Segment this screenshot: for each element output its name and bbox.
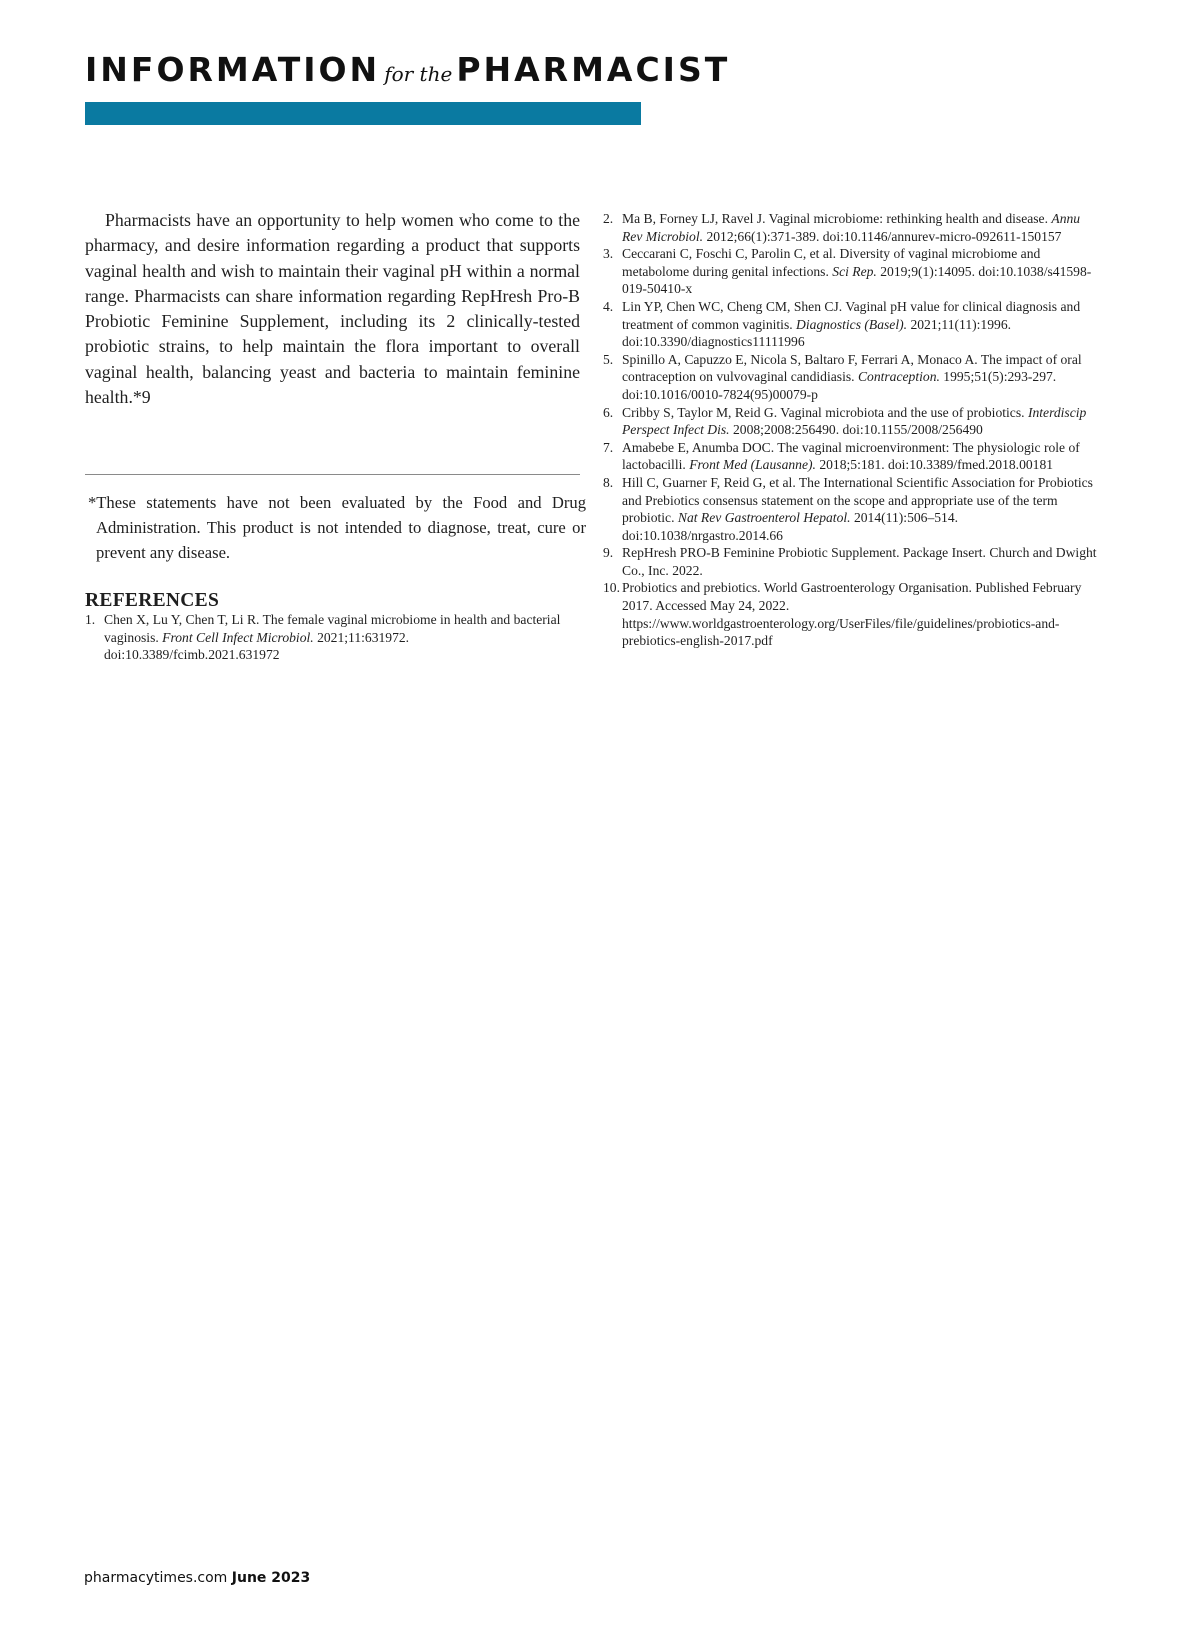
- reference-text: RepHresh PRO-B Feminine Probiotic Supplement. Package Insert. Church and Dwight Co., Inc. 2022.: [622, 545, 1097, 578]
- section-title: [85, 50, 731, 92]
- reference-number: 10.: [603, 580, 620, 596]
- reference-number: 4.: [603, 298, 614, 314]
- reference-details: 2021;11:631972. doi:10.3389/fcimb.2021.631972: [104, 629, 410, 663]
- reference-number: 8.: [603, 474, 614, 490]
- reference-item: [603, 351, 1103, 404]
- reference-details: 2012;66(1):371-389. doi:10.1146/annurev-micro-092611-150157: [703, 228, 1062, 244]
- reference-text: Amabebe E, Anumba DOC. The vaginal microenvironment: The physiologic role of lactobacilli.: [622, 439, 1080, 473]
- reference-item: [603, 474, 1103, 544]
- reference-number: 1.: [85, 612, 96, 627]
- reference-journal: Sci Rep.: [832, 263, 877, 279]
- reference-details: 2014(11):506–514. doi:10.1038/nrgastro.2014.66: [622, 510, 959, 543]
- page-header: [85, 50, 731, 125]
- reference-item: [603, 298, 1103, 351]
- section-title-information: INFORMATION: [85, 50, 381, 89]
- reference-details: 2021;11(11):1996. doi:10.3390/diagnostics11111996: [622, 316, 1012, 350]
- fda-disclaimer: *These statements have not been evaluated by the Food and Drug Administration. This product is not intended to diagnose, treat, cure or prevent any disease.: [88, 493, 586, 562]
- reference-number: 9.: [603, 545, 614, 561]
- intro-paragraph: Pharmacists have an opportunity to help women who come to the pharmacy, and desire information regarding a product that supports vaginal health and wish to maintain their vaginal pH within a normal range. Pharmacists can share information regarding RepHresh Pro-B Probiotic Feminine Supplement, including its 2 clinically-tested probiotic strains, to help maintain the flora important to overall vaginal health, balancing yeast and bacteria to maintain feminine health.*9: [85, 210, 580, 408]
- reference-number: 6.: [603, 404, 614, 420]
- reference-item: [603, 245, 1103, 298]
- reference-number: 7.: [603, 439, 614, 455]
- left-column: [85, 208, 580, 410]
- reference-journal: Front Med (Lausanne).: [689, 457, 816, 473]
- reference-number: 5.: [603, 351, 614, 367]
- reference-text: Lin YP, Chen WC, Cheng CM, Shen CJ. Vaginal pH value for clinical diagnosis and treatment of common vaginitis.: [622, 298, 1081, 332]
- reference-text: Hill C, Guarner F, Reid G, et al. The International Scientific Association for Probiotics and Prebiotics consensus statement on the scope and appropriate use of the term probiotic.: [622, 474, 1093, 526]
- header-accent-bar: [85, 102, 641, 125]
- reference-text: Spinillo A, Capuzzo E, Nicola S, Baltaro F, Ferrari A, Monaco A. The impact of oral contraception on vulvovaginal candidiasis.: [622, 351, 1082, 385]
- reference-text: Ma B, Forney LJ, Ravel J. Vaginal microbiome: rethinking health and disease.: [622, 211, 1052, 226]
- reference-item: [603, 210, 1103, 245]
- reference-item: [603, 544, 1103, 579]
- reference-text: Probiotics and prebiotics. World Gastroenterology Organisation. Published February 2017. Accessed May 24, 2022. https://www.worldgastroenterology.org/UserFiles/file/guidelines/probiotics-and-prebiotics-english-2017.pdf: [622, 580, 1082, 649]
- reference-details: 1995;51(5):293-297. doi:10.1016/0010-7824(95)00079-p: [622, 369, 1057, 402]
- reference-text: Ceccarani C, Foschi C, Parolin C, et al. Diversity of vaginal microbiome and metabolome during genital infections.: [622, 246, 1041, 279]
- section-title-for-the: for the: [384, 62, 453, 86]
- reference-item: [603, 404, 1103, 439]
- reference-details: 2018;5:181. doi:10.3389/fmed.2018.00181: [815, 457, 1054, 473]
- page-footer: [84, 1570, 310, 1586]
- references-heading: REFERENCES: [85, 590, 220, 611]
- reference-number: 3.: [603, 246, 614, 262]
- reference-journal: Annu Rev Microbiol.: [622, 211, 1081, 244]
- reference-journal: Front Cell Infect Microbiol.: [162, 629, 314, 645]
- reference-item: [603, 579, 1103, 649]
- reference-list-left: [85, 611, 565, 664]
- reference-text: Cribby S, Taylor M, Reid G. Vaginal microbiota and the use of probiotics.: [622, 404, 1028, 420]
- reference-journal: Contraception.: [857, 369, 940, 385]
- reference-journal: Nat Rev Gastroenterol Hepatol.: [677, 510, 851, 526]
- reference-number: 2.: [603, 211, 614, 226]
- reference-item: [85, 611, 565, 664]
- reference-details: 2019;9(1):14095. doi:10.1038/s41598-019-50410-x: [622, 263, 1092, 297]
- reference-details: 2008;2008:256490. doi:10.1155/2008/256490: [729, 422, 983, 438]
- footer-site: pharmacytimes.com: [84, 1570, 228, 1586]
- divider: [85, 474, 580, 475]
- reference-journal: Interdiscip Perspect Infect Dis.: [622, 404, 1087, 438]
- reference-text: Chen X, Lu Y, Chen T, Li R. The female vaginal microbiome in health and bacterial vaginosis.: [104, 612, 561, 645]
- reference-list-right: [603, 210, 1103, 650]
- reference-item: [603, 439, 1103, 474]
- section-title-pharmacist: PHARMACIST: [456, 50, 731, 89]
- footer-date: June 2023: [231, 1570, 311, 1586]
- reference-journal: Diagnostics (Basel).: [796, 316, 908, 332]
